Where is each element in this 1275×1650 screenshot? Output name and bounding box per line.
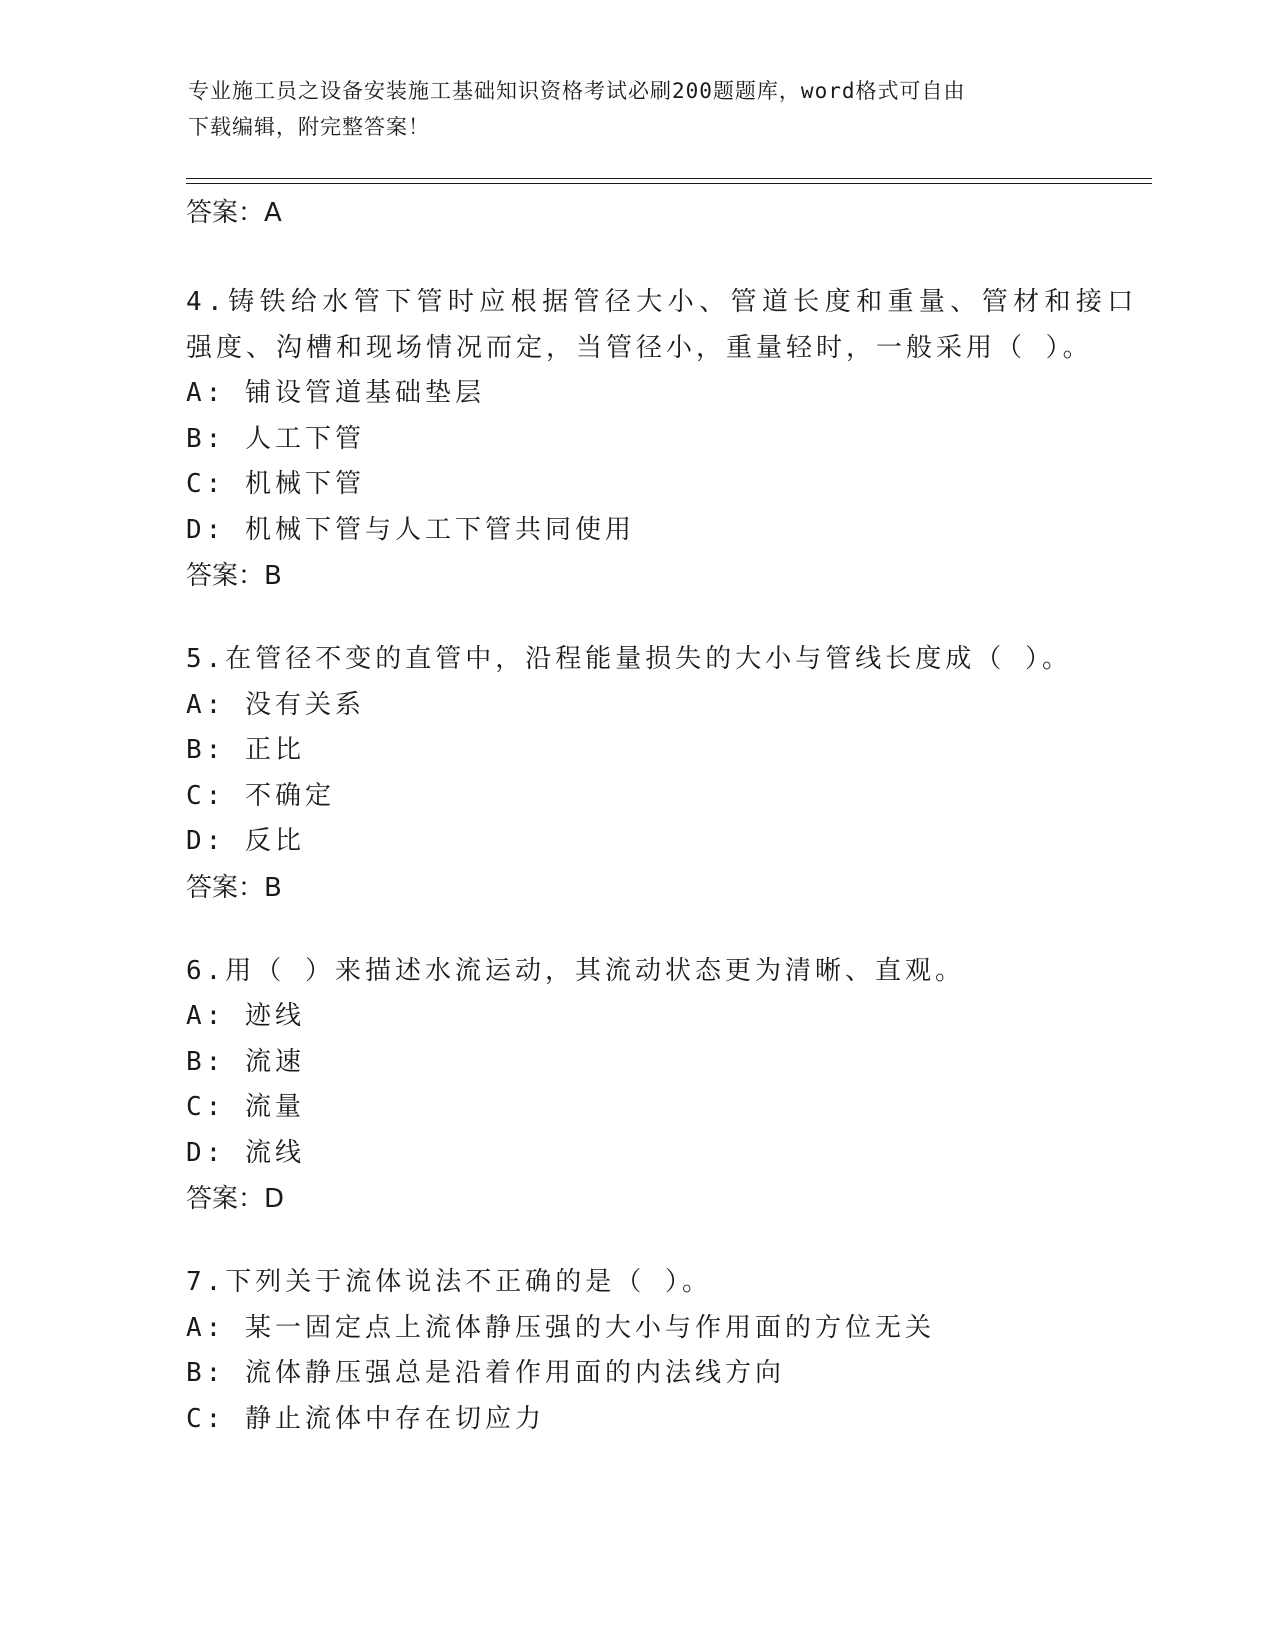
question-4 bbox=[186, 280, 1166, 599]
header-line-1: 专业施工员之设备安装施工基础知识资格考试必刷200题题库，word格式可自由 bbox=[188, 79, 966, 103]
question-5 bbox=[186, 637, 1166, 911]
document-body bbox=[186, 190, 1166, 1442]
option-b: B: 流体静压强总是沿着作用面的内法线方向 bbox=[186, 1358, 785, 1388]
header-line-2: 下载编辑，附完整答案！ bbox=[188, 115, 430, 139]
option-c: C: 静止流体中存在切应力 bbox=[186, 1403, 545, 1434]
answer: 答案：B bbox=[186, 872, 282, 903]
question-text: 7.下列关于流体说法不正确的是（ ）。 bbox=[186, 1267, 712, 1297]
header-rule-bottom bbox=[186, 183, 1152, 184]
option-b: B: 流速 bbox=[186, 1046, 305, 1077]
option-b: B: 人工下管 bbox=[186, 423, 365, 454]
option-c: C: 机械下管 bbox=[186, 469, 365, 499]
question-text: 6.用（ ）来描述水流运动，其流动状态更为清晰、直观。 bbox=[186, 955, 965, 986]
question-text: 4.铸铁给水管下管时应根据管径大小、管道长度和重量、管材和接口 bbox=[186, 287, 1139, 317]
question-6 bbox=[186, 949, 1166, 1223]
answer: 答案：D bbox=[186, 1184, 285, 1214]
option-b: B: 正比 bbox=[186, 735, 305, 765]
option-c: C: 流量 bbox=[186, 1092, 305, 1122]
option-d: D: 机械下管与人工下管共同使用 bbox=[186, 514, 635, 545]
option-a: A: 迹线 bbox=[186, 1001, 305, 1031]
question-7 bbox=[186, 1260, 1166, 1442]
question-text: 5.在管径不变的直管中，沿程能量损失的大小与管线长度成（ ）。 bbox=[186, 644, 1072, 674]
page-header bbox=[188, 73, 1088, 145]
header-rule-top bbox=[186, 178, 1152, 179]
question-text: 强度、沟槽和现场情况而定，当管径小，重量轻时，一般采用（ ）。 bbox=[186, 332, 1093, 363]
option-d: D: 反比 bbox=[186, 826, 305, 856]
option-d: D: 流线 bbox=[186, 1137, 305, 1168]
option-a: A: 没有关系 bbox=[186, 689, 365, 720]
option-c: C: 不确定 bbox=[186, 780, 335, 811]
option-a: A: 铺设管道基础垫层 bbox=[186, 378, 485, 408]
answer: 答案：B bbox=[186, 561, 282, 591]
answer-prev: 答案：A bbox=[186, 198, 282, 228]
option-a: A: 某一固定点上流体静压强的大小与作用面的方位无关 bbox=[186, 1312, 935, 1343]
